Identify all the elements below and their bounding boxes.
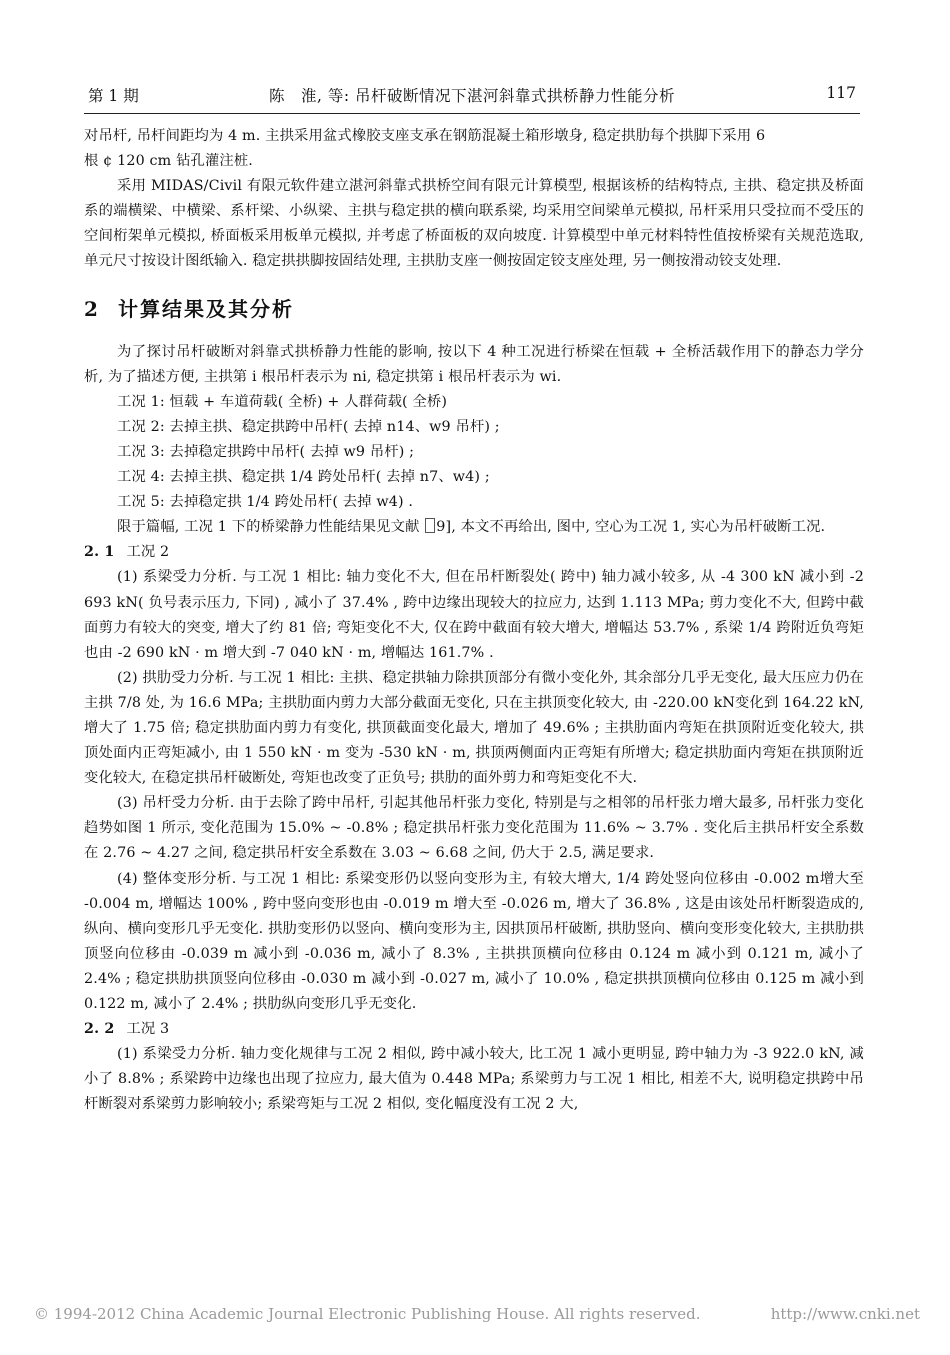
citation-ref: 9 bbox=[436, 519, 446, 536]
running-header bbox=[84, 84, 860, 110]
subsection-number: 2. 1 bbox=[84, 544, 115, 561]
section-heading bbox=[84, 295, 864, 323]
list-item: 工况 5: 去掉稳定拱 1/4 跨处吊杆( 去掉 w4) . bbox=[117, 494, 414, 511]
reference-bracket-icon bbox=[425, 518, 435, 533]
subsection-number: 2. 2 bbox=[84, 1021, 115, 1038]
list-item: 工况 4: 去掉主拱、稳定拱 1/4 跨处吊杆( 去掉 n7、w4) ; bbox=[117, 469, 490, 486]
article-body bbox=[84, 124, 864, 1117]
subsection-title: 工况 3 bbox=[126, 1021, 170, 1038]
issue-number: 第 1 期 bbox=[88, 87, 139, 105]
subsection-heading bbox=[84, 1017, 864, 1042]
list-item: 工况 2: 去掉主拱、稳定拱跨中吊杆( 去掉 n14、w9 吊杆) ; bbox=[117, 418, 500, 435]
paragraph: 限于篇幅, 工况 1 下的桥梁静力性能结果见文献 9], 本文不再给出, 图中, 空心为工况 1, 实心为吊杆破断工况. bbox=[117, 519, 826, 536]
paragraph: 采用 MIDAS/Civil 有限元软件建立湛河斜靠式拱桥空间有限元计算模型, 根据该桥的结构特点, 主拱、稳定拱及桥面系的端横梁、中横梁、系杆梁、小纵梁、主拱与稳定拱的横向联系梁, 均采用空间梁单元模拟, 吊杆采用只受拉而不受压的空间桁架单元模拟, 桥面板采用板单元模拟, 并考虑了桥面板的双向坡度. 计算模型中单元材料特性值按桥梁有关规范选取, 单元尺寸按设计图纸输入. 稳定拱拱脚按固结处理, 主拱肋支座一侧按固定铰支座处理, 另一侧按滑动铰支处理. bbox=[84, 178, 864, 270]
running-title: 陈 淮, 等: 吊杆破断情况下湛河斜靠式拱桥静力性能分析 bbox=[268, 87, 675, 105]
paragraph: (4) 整体变形分析. 与工况 1 相比: 系梁变形仍以竖向变形为主, 有较大增大, 1/4 跨处竖向位移由 -0.002 m增大至 -0.004 m, 增幅达 100% , 跨中竖向变形也由 -0.019 m 增大至 -0.026 m, 增大了 36.8% , 这是由该处吊杆断裂造成的, 纵向、横向变形几乎无变化. 拱肋变形仍以竖向、横向变形为主, 因拱顶吊杆破断, 拱肋竖向、横向变形变化较大, 主拱肋拱顶竖向位移由 -0.039 m 减小到 -0.036 m, 减小了 8.3% , 主拱拱顶横向位移由 0.124 m 减小到 0.121 m, 减小了 2.4% ; 稳定拱肋拱顶竖向位移由 -0.030 m 减小到 -0.027 m, 减小了 10.0% , 稳定拱拱顶横向位移由 0.125 m 减小到 0.122 m, 减小了 2.4% ; 拱肋纵向变形几乎无变化. bbox=[84, 870, 864, 1012]
copyright-text: © 1994-2012 China Academic Journal Electronic Publishing House. All rights reserved. bbox=[34, 1305, 701, 1323]
section-number: 2 bbox=[84, 296, 100, 321]
section-title: 计算结果及其分析 bbox=[118, 296, 294, 321]
footer-url[interactable]: http://www.cnki.net bbox=[770, 1305, 920, 1323]
list-item: 工况 1: 恒载 + 车道荷载( 全桥) + 人群荷载( 全桥) bbox=[117, 393, 448, 410]
paragraph: 对吊杆, 吊杆间距均为 4 m. 主拱采用盆式橡胶支座支承在钢筋混凝土箱形墩身, 稳定拱肋每个拱脚下采用 6 根 ¢ 120 cm 钻孔灌注桩. bbox=[84, 128, 766, 170]
paragraph: (1) 系梁受力分析. 轴力变化规律与工况 2 相似, 跨中减小较大, 比工况 1 减小更明显, 跨中轴力为 -3 922.0 kN, 减小了 8.8% ; 系梁跨中边缘也出现了拉应力, 最大值为 0.448 MPa; 系梁剪力与工况 1 相比, 相差不大, 说明稳定拱跨中吊杆断裂对系梁剪力影响较小; 系梁弯矩与工况 2 相似, 变化幅度没有工况 2 大, bbox=[84, 1046, 864, 1113]
page-number: 117 bbox=[826, 84, 856, 102]
subsection-heading bbox=[84, 540, 864, 565]
paragraph: 为了探讨吊杆破断对斜靠式拱桥静力性能的影响, 按以下 4 种工况进行桥梁在恒载 + 全桥活载作用下的静态力学分析, 为了描述方便, 主拱第 i 根吊杆表示为 ni, 稳定拱第 i 根吊杆表示为 wi. bbox=[84, 343, 864, 385]
paragraph: (3) 吊杆受力分析. 由于去除了跨中吊杆, 引起其他吊杆张力变化, 特别是与之相邻的吊杆张力增大最多, 吊杆张力变化趋势如图 1 所示, 变化范围为 15.0% ~ -0.8% ; 稳定拱吊杆张力变化范围为 11.6% ~ 3.7% . 变化后主拱吊杆安全系数在 2.76 ~ 4.27 之间, 稳定拱吊杆安全系数在 3.03 ~ 6.68 之间, 仍大于 2.5, 满足要求. bbox=[84, 795, 864, 862]
header-rule bbox=[84, 113, 860, 114]
subsection-title: 工况 2 bbox=[126, 544, 170, 561]
paragraph: (2) 拱肋受力分析. 与工况 1 相比: 主拱、稳定拱轴力除拱顶部分有微小变化外, 其余部分几乎无变化, 最大压应力仍在主拱 7/8 处, 为 16.6 MPa; 主拱肋面内剪力大部分截面无变化, 只在主拱顶变化较大, 由 -220.00 kN变化到 164.22 kN, 增大了 1.75 倍; 稳定拱肋面内剪力有变化, 拱顶截面变化最大, 增加了 49.6% ; 主拱肋面内弯矩在拱顶附近变化较大, 拱顶处面内正弯矩减小, 由 1 550 kN · m 变为 -530 kN · m, 拱顶两侧面内正弯矩有所增大; 稳定拱肋面内弯矩在拱顶附近变化较大, 在稳定拱吊杆破断处, 弯矩也改变了正负号; 拱肋的面外剪力和弯矩变化不大. bbox=[84, 669, 864, 787]
list-item: 工况 3: 去掉稳定拱跨中吊杆( 去掉 w9 吊杆) ; bbox=[117, 443, 415, 460]
paragraph: (1) 系梁受力分析. 与工况 1 相比: 轴力变化不大, 但在吊杆断裂处( 跨中) 轴力减小较多, 从 -4 300 kN 减小到 -2 693 kN( 负号表示压力, 下同) , 减小了 37.4% , 跨中边缘出现较大的拉应力, 达到 1.113 MPa; 剪力变化不大, 但跨中截面剪力有较大的突变, 增大了约 81 倍; 弯矩变化不大, 仅在跨中截面有较大增大, 增幅达 53.7% , 系梁 1/4 跨附近负弯矩也由 -2 690 kN · m 增大到 -7 040 kN · m, 增幅达 161.7% . bbox=[84, 569, 864, 661]
